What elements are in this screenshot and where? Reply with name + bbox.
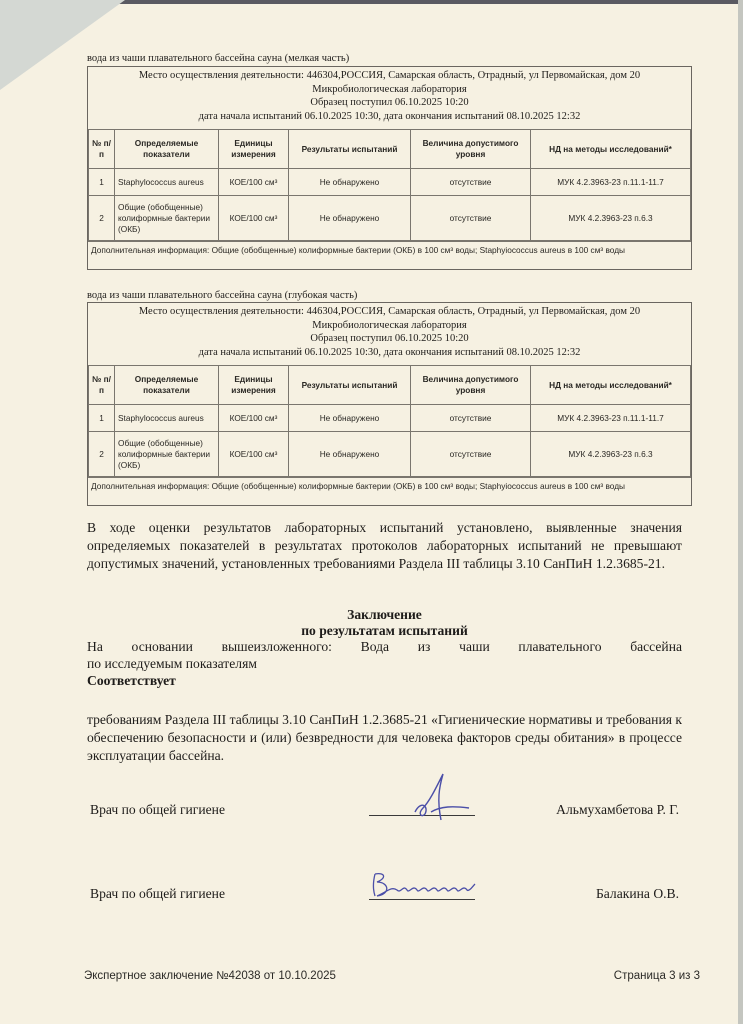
lab-name: Микробиологическая лаборатория <box>312 83 467 95</box>
test-dates: дата начала испытаний 06.10.2025 10:30, дата окончания испытаний 08.10.2025 12:32 <box>198 346 581 358</box>
sample-title: вода из чаши плавательного бассейна сауна (мелкая часть) <box>87 53 350 64</box>
signature-icon <box>407 770 477 825</box>
cell-unit: КОЕ/100 см³ <box>219 169 289 196</box>
signature-row <box>87 782 682 822</box>
received: Образец поступил 06.10.2025 10:20 <box>310 97 469 108</box>
table-row <box>89 169 691 196</box>
table-header <box>89 366 691 405</box>
header-unit: Единицы измерения <box>219 366 289 405</box>
sample-block <box>87 302 692 506</box>
cell-indicator: Staphylococcus aureus <box>115 405 219 432</box>
cell-unit: КОЕ/100 см³ <box>219 405 289 432</box>
table-row <box>89 196 691 241</box>
cell-num: 1 <box>89 405 115 432</box>
sample-title: вода из чаши плавательного бассейна сауна (глубокая часть) <box>87 290 358 301</box>
cell-method: МУК 4.2.3963-23 п.6.3 <box>531 432 691 477</box>
header-limit: Величина допустимого уровня <box>411 130 531 169</box>
cell-num: 2 <box>89 432 115 477</box>
cell-indicator: Staphylococcus aureus <box>115 169 219 196</box>
footer-page-number: Страница 3 из 3 <box>613 970 700 982</box>
location: Место осуществления деятельности: 446304,РОССИЯ, Самарская область, Отрадный, ул Первомайская, дом 20 <box>138 70 641 81</box>
header-limit: Величина допустимого уровня <box>411 366 531 405</box>
scan-edge <box>110 0 743 4</box>
cell-method: МУК 4.2.3963-23 п.11.1-11.7 <box>531 169 691 196</box>
cell-method: МУК 4.2.3963-23 п.6.3 <box>531 196 691 241</box>
cell-unit: КОЕ/100 см³ <box>219 432 289 477</box>
results-table <box>88 365 691 477</box>
cell-method: МУК 4.2.3963-23 п.11.1-11.7 <box>531 405 691 432</box>
additional-info: Дополнительная информация: Общие (обобщенные) колиформные бактерии (ОКБ) в 100 см³ воды; Staphyiococcus aureus в 100 см³ воды <box>88 241 691 269</box>
conclusion-title: Заключение <box>347 607 422 622</box>
table-row <box>89 405 691 432</box>
cell-indicator: Общие (обобщенные) колиформные бактерии (ОКБ) <box>115 432 219 477</box>
table-header <box>89 130 691 169</box>
cell-num: 2 <box>89 196 115 241</box>
cell-result: Не обнаружено <box>289 196 411 241</box>
conclusion-requirements: требованиям Раздела III таблицы 3.10 СанПиН 1.2.3685-21 «Гигиенические нормативы и требования к обеспечению безопасности и (или) безвредности для человека факторов среды обитания» в процессе эксплуатации бассейна. <box>87 712 682 763</box>
received: Образец поступил 06.10.2025 10:20 <box>310 333 469 344</box>
signer-role: Врач по общей гигиене <box>90 802 225 817</box>
cell-num: 1 <box>89 169 115 196</box>
header-method: НД на методы исследований* <box>531 130 691 169</box>
cell-limit: отсутствие <box>411 196 531 241</box>
cell-result: Не обнаружено <box>289 169 411 196</box>
cell-unit: КОЕ/100 см³ <box>219 196 289 241</box>
cell-limit: отсутствие <box>411 169 531 196</box>
cell-indicator: Общие (обобщенные) колиформные бактерии (ОКБ) <box>115 196 219 241</box>
conclusion-basis-2: по исследуемым показателям <box>87 656 257 671</box>
test-dates: дата начала испытаний 06.10.2025 10:30, дата окончания испытаний 08.10.2025 12:32 <box>198 110 581 122</box>
header-indicator: Определяемые показатели <box>115 366 219 405</box>
signer-role: Врач по общей гигиене <box>90 886 225 901</box>
signature-row <box>87 866 682 906</box>
header-result: Результаты испытаний <box>289 366 411 405</box>
lab-name: Микробиологическая лаборатория <box>312 319 467 331</box>
table-row <box>89 432 691 477</box>
cell-limit: отсутствие <box>411 432 531 477</box>
folded-corner <box>0 0 125 90</box>
cell-result: Не обнаружено <box>289 432 411 477</box>
sample-meta <box>88 67 691 129</box>
sample-meta <box>88 303 691 365</box>
header-num: № п/п <box>89 130 115 169</box>
header-method: НД на методы исследований* <box>531 366 691 405</box>
assessment-paragraph: В ходе оценки результатов лабораторных испытаний установлено, выявленные значения определяемых показателей в результатах протоколов лабораторных испытаний не превышают допустимых значений, установленных требованиями Раздела III таблицы 3.10 СанПиН 1.2.3685-21. <box>87 520 682 571</box>
cell-limit: отсутствие <box>411 405 531 432</box>
header-result: Результаты испытаний <box>289 130 411 169</box>
header-indicator: Определяемые показатели <box>115 130 219 169</box>
additional-info: Дополнительная информация: Общие (обобщенные) колиформные бактерии (ОКБ) в 100 см³ воды; Staphyiococcus aureus в 100 см³ воды <box>88 477 691 505</box>
sample-block <box>87 66 692 270</box>
header-unit: Единицы измерения <box>219 130 289 169</box>
results-table <box>88 129 691 241</box>
conclusion-subtitle: по результатам испытаний <box>301 623 468 638</box>
signer-name: Альмухамбетова Р. Г. <box>556 802 679 817</box>
signature-icon <box>369 870 479 900</box>
conclusion-basis: На основании вышеизложенного: Вода из чаши плавательного бассейна <box>87 639 682 654</box>
header-num: № п/п <box>89 366 115 405</box>
conclusion-verdict: Соответствует <box>87 673 176 688</box>
signer-name: Балакина О.В. <box>595 886 679 901</box>
scan-edge-right <box>738 0 743 1024</box>
location: Место осуществления деятельности: 446304,РОССИЯ, Самарская область, Отрадный, ул Первомайская, дом 20 <box>138 306 641 317</box>
cell-result: Не обнаружено <box>289 405 411 432</box>
footer-doc-ref: Экспертное заключение №42038 от 10.10.2025 <box>84 970 336 982</box>
